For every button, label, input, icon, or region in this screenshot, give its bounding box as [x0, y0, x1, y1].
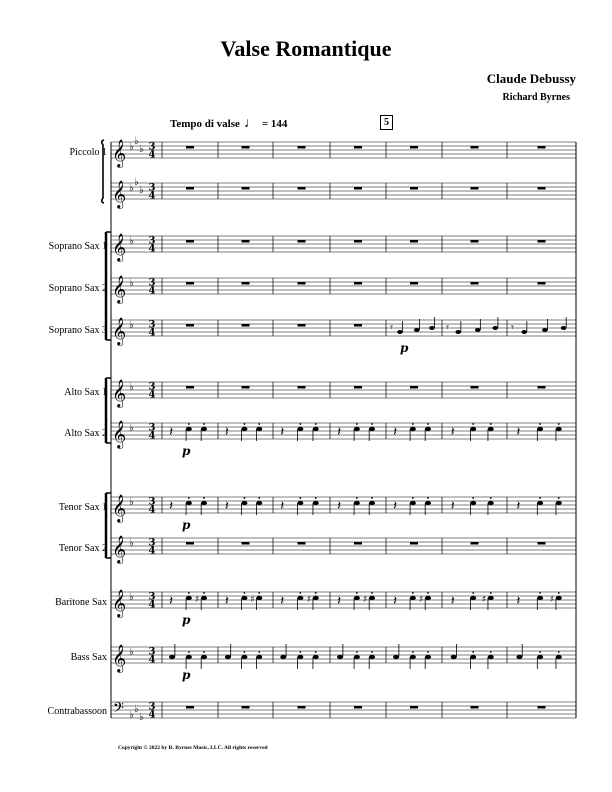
whole-rest — [298, 187, 306, 190]
staccato-dot — [244, 592, 246, 594]
whole-rest — [410, 240, 418, 243]
whole-rest — [298, 146, 306, 149]
note-head — [354, 655, 360, 659]
note-head — [369, 596, 375, 600]
note-head — [414, 328, 420, 332]
flat-icon: ♭ — [129, 183, 134, 194]
note-head — [280, 655, 286, 659]
time-signature-top: 3 — [148, 319, 156, 331]
staccato-dot — [356, 497, 358, 499]
whole-rest — [354, 240, 362, 243]
whole-rest — [298, 282, 306, 285]
staccato-dot — [299, 651, 301, 653]
instrument-label-piccolo-1: Piccolo 1 — [69, 147, 107, 158]
sharp-icon: ♯ — [481, 595, 487, 605]
sharp-icon: ♯ — [363, 595, 368, 605]
whole-rest — [410, 146, 418, 149]
staccato-dot — [558, 592, 560, 594]
note-head — [556, 655, 562, 659]
quarter-rest: 𝄽 — [393, 425, 398, 440]
note-head — [186, 596, 192, 600]
staccato-dot — [539, 423, 541, 425]
whole-rest — [186, 324, 194, 327]
composer-name: Claude Debussy — [486, 71, 576, 86]
treble-clef-icon: 𝄞 — [112, 644, 127, 672]
note-head — [241, 596, 247, 600]
note-head — [241, 655, 247, 659]
note-head — [241, 501, 247, 505]
time-signature-bottom: 4 — [148, 285, 156, 297]
note-head — [337, 655, 343, 659]
treble-clef-icon: 𝄞 — [112, 180, 127, 208]
score-title: Valse Romantique — [220, 36, 392, 61]
staccato-dot — [203, 592, 205, 594]
staccato-dot — [412, 497, 414, 499]
flat-icon: ♭ — [139, 185, 144, 196]
whole-rest — [186, 282, 194, 285]
note-head — [425, 596, 431, 600]
note-head — [488, 501, 494, 505]
treble-clef-icon: 𝄞 — [112, 139, 127, 167]
sharp-icon: ♯ — [195, 595, 200, 605]
time-signature-bottom: 4 — [148, 504, 156, 516]
flat-icon: ♭ — [129, 647, 134, 658]
whole-rest — [186, 386, 194, 389]
time-signature-top: 3 — [148, 141, 156, 153]
whole-rest — [471, 386, 479, 389]
whole-rest — [242, 324, 250, 327]
quarter-rest: 𝄽 — [450, 425, 455, 440]
staccato-dot — [558, 423, 560, 425]
quarter-note-icon: ♩ — [243, 116, 258, 131]
whole-rest — [354, 282, 362, 285]
quarter-rest: 𝄽 — [224, 594, 229, 609]
whole-rest — [298, 706, 306, 709]
note-head — [516, 655, 522, 659]
whole-rest — [354, 146, 362, 149]
flat-icon: ♭ — [139, 144, 144, 155]
note-head — [475, 328, 481, 332]
staccato-dot — [427, 497, 429, 499]
note-head — [354, 427, 360, 431]
note-head — [186, 655, 192, 659]
whole-rest — [354, 706, 362, 709]
flat-icon: ♭ — [129, 423, 134, 434]
quarter-rest: 𝄽 — [280, 499, 285, 514]
treble-clef-icon: 𝄞 — [112, 589, 127, 617]
staccato-dot — [315, 592, 317, 594]
quarter-rest: 𝄽 — [450, 499, 455, 514]
note-head — [470, 501, 476, 505]
quarter-rest: 𝄽 — [224, 425, 229, 440]
quarter-rest: 𝄽 — [169, 499, 174, 514]
whole-rest — [538, 706, 546, 709]
sharp-icon: ♯ — [419, 595, 424, 605]
staccato-dot — [412, 651, 414, 653]
whole-rest — [298, 324, 306, 327]
note-head — [241, 427, 247, 431]
whole-rest — [186, 706, 194, 709]
quarter-rest: 𝄽 — [450, 594, 455, 609]
note-head — [369, 655, 375, 659]
bass-clef-icon: 𝄢 — [113, 700, 124, 720]
note-head — [556, 427, 562, 431]
note-head — [369, 501, 375, 505]
quarter-rest: 𝄽 — [393, 594, 398, 609]
note-head — [201, 596, 207, 600]
staccato-dot — [315, 497, 317, 499]
staccato-dot — [299, 497, 301, 499]
time-signature-bottom: 4 — [148, 389, 156, 401]
whole-rest — [298, 240, 306, 243]
treble-clef-icon: 𝄞 — [112, 420, 127, 448]
flat-icon: ♭ — [134, 704, 139, 715]
note-head — [521, 330, 527, 334]
time-signature-top: 3 — [148, 646, 156, 658]
note-head — [256, 427, 262, 431]
time-signature-bottom: 4 — [148, 654, 156, 666]
arranger-name: Richard Byrnes — [502, 92, 570, 103]
whole-rest — [410, 282, 418, 285]
note-head — [297, 427, 303, 431]
staccato-dot — [371, 497, 373, 499]
whole-rest — [242, 240, 250, 243]
instrument-label-alto-sax-1: Alto Sax 1 — [64, 387, 107, 398]
quarter-rest: 𝄽 — [337, 425, 342, 440]
whole-rest — [538, 542, 546, 545]
time-signature-top: 3 — [148, 496, 156, 508]
note-head — [425, 655, 431, 659]
quarter-rest: 𝄽 — [337, 499, 342, 514]
whole-rest — [354, 542, 362, 545]
note-head — [256, 501, 262, 505]
staccato-dot — [315, 651, 317, 653]
staccato-dot — [299, 592, 301, 594]
flat-icon: ♭ — [129, 382, 134, 393]
staccato-dot — [558, 651, 560, 653]
time-signature-bottom: 4 — [148, 190, 156, 202]
whole-rest — [410, 542, 418, 545]
flat-icon: ♭ — [129, 538, 134, 549]
whole-rest — [298, 542, 306, 545]
sharp-icon: ♯ — [250, 595, 255, 605]
time-signature-bottom: 4 — [148, 149, 156, 161]
note-head — [169, 655, 175, 659]
note-head — [297, 655, 303, 659]
whole-rest — [410, 187, 418, 190]
note-head — [425, 427, 431, 431]
staccato-dot — [244, 651, 246, 653]
flat-icon: ♭ — [129, 236, 134, 247]
whole-rest — [471, 146, 479, 149]
dynamic-marking: p — [182, 518, 191, 532]
note-head — [201, 427, 207, 431]
staccato-dot — [203, 497, 205, 499]
note-head — [410, 427, 416, 431]
staccato-dot — [356, 592, 358, 594]
staccato-dot — [490, 497, 492, 499]
note-head — [537, 596, 543, 600]
dynamic-marking: p — [400, 341, 409, 355]
time-signature-top: 3 — [148, 537, 156, 549]
quarter-rest: 𝄽 — [337, 594, 342, 609]
whole-rest — [354, 386, 362, 389]
instrument-label-soprano-sax-1: Soprano Sax 1 — [48, 241, 107, 252]
staccato-dot — [315, 423, 317, 425]
time-signature-bottom: 4 — [148, 243, 156, 255]
time-signature-bottom: 4 — [148, 327, 156, 339]
staccato-dot — [371, 592, 373, 594]
note-head — [354, 596, 360, 600]
note-head — [488, 655, 494, 659]
note-head — [225, 655, 231, 659]
whole-rest — [354, 324, 362, 327]
flat-icon: ♭ — [139, 712, 144, 723]
note-head — [488, 427, 494, 431]
note-head — [201, 655, 207, 659]
dynamic-marking: p — [182, 613, 191, 627]
staccato-dot — [258, 592, 260, 594]
note-head — [410, 596, 416, 600]
staccato-dot — [188, 592, 190, 594]
note-head — [488, 596, 494, 600]
instrument-label-bass-sax: Bass Sax — [70, 652, 107, 663]
note-head — [470, 655, 476, 659]
treble-clef-icon: 𝄞 — [112, 494, 127, 522]
staccato-dot — [412, 423, 414, 425]
time-signature-bottom: 4 — [148, 599, 156, 611]
whole-rest — [186, 187, 194, 190]
whole-rest — [186, 146, 194, 149]
staccato-dot — [356, 651, 358, 653]
whole-rest — [298, 386, 306, 389]
note-head — [297, 501, 303, 505]
note-head — [470, 427, 476, 431]
note-head — [537, 501, 543, 505]
whole-rest — [410, 706, 418, 709]
whole-rest — [354, 187, 362, 190]
tempo-value: = 144 — [261, 118, 288, 130]
staccato-dot — [258, 423, 260, 425]
instrument-label-soprano-sax-3: Soprano Sax 3 — [48, 325, 107, 336]
note-head — [537, 655, 543, 659]
staccato-dot — [427, 423, 429, 425]
whole-rest — [242, 146, 250, 149]
whole-rest — [410, 386, 418, 389]
time-signature-top: 3 — [148, 381, 156, 393]
note-head — [556, 501, 562, 505]
note-head — [451, 655, 457, 659]
note-head — [186, 501, 192, 505]
time-signature-top: 3 — [148, 701, 156, 713]
staccato-dot — [490, 651, 492, 653]
note-head — [186, 427, 192, 431]
staccato-dot — [427, 592, 429, 594]
note-head — [425, 501, 431, 505]
flat-icon: ♭ — [129, 142, 134, 153]
note-head — [542, 328, 548, 332]
whole-rest — [242, 542, 250, 545]
time-signature-top: 3 — [148, 277, 156, 289]
staccato-dot — [472, 423, 474, 425]
flat-icon: ♭ — [129, 592, 134, 603]
sharp-icon: ♯ — [306, 595, 312, 605]
whole-rest — [242, 282, 250, 285]
whole-rest — [471, 542, 479, 545]
time-signature-bottom: 4 — [148, 545, 156, 557]
copyright-notice: Copyright © 2022 by R. Byrnes Music, LLC. All rights reserved — [118, 745, 268, 751]
time-signature-top: 3 — [148, 591, 156, 603]
whole-rest — [538, 146, 546, 149]
note-head — [256, 655, 262, 659]
staccato-dot — [188, 651, 190, 653]
whole-rest — [471, 187, 479, 190]
whole-rest — [471, 282, 479, 285]
note-head — [556, 596, 562, 600]
staccato-dot — [203, 423, 205, 425]
treble-clef-icon: 𝄞 — [112, 379, 127, 407]
flat-icon: ♭ — [134, 177, 139, 188]
flat-icon: ♭ — [129, 320, 134, 331]
staccato-dot — [427, 651, 429, 653]
note-head — [455, 330, 461, 334]
whole-rest — [242, 187, 250, 190]
dynamic-marking: p — [182, 668, 191, 682]
note-head — [369, 427, 375, 431]
eighth-rest: 𝄾 — [511, 321, 514, 334]
note-head — [410, 501, 416, 505]
time-signature-top: 3 — [148, 235, 156, 247]
whole-rest — [242, 386, 250, 389]
flat-icon: ♭ — [129, 278, 134, 289]
time-signature-top: 3 — [148, 422, 156, 434]
note-head — [470, 596, 476, 600]
treble-clef-icon: 𝄞 — [112, 317, 127, 345]
note-head — [393, 655, 399, 659]
instrument-label-tenor-sax-1: Tenor Sax 1 — [58, 502, 107, 513]
piccolo-brace — [102, 140, 104, 203]
staccato-dot — [472, 651, 474, 653]
instrument-label-soprano-sax-2: Soprano Sax 2 — [48, 283, 107, 294]
flat-icon: ♭ — [129, 497, 134, 508]
staccato-dot — [472, 497, 474, 499]
note-head — [313, 427, 319, 431]
whole-rest — [471, 706, 479, 709]
quarter-rest: 𝄽 — [169, 594, 174, 609]
staccato-dot — [472, 592, 474, 594]
staccato-dot — [258, 651, 260, 653]
note-head — [297, 596, 303, 600]
time-signature-top: 3 — [148, 182, 156, 194]
staccato-dot — [539, 497, 541, 499]
note-head — [537, 427, 543, 431]
quarter-rest: 𝄽 — [280, 425, 285, 440]
time-signature-bottom: 4 — [148, 709, 156, 721]
quarter-rest: 𝄽 — [516, 499, 521, 514]
instrument-label-alto-sax-2: Alto Sax 2 — [64, 428, 107, 439]
treble-clef-icon: 𝄞 — [112, 233, 127, 261]
quarter-rest: 𝄽 — [169, 425, 174, 440]
staccato-dot — [244, 423, 246, 425]
staccato-dot — [558, 497, 560, 499]
instrument-label-contrabassoon: Contrabassoon — [47, 706, 107, 717]
whole-rest — [538, 187, 546, 190]
instrument-label-tenor-sax-2: Tenor Sax 2 — [58, 543, 107, 554]
staccato-dot — [299, 423, 301, 425]
staccato-dot — [490, 423, 492, 425]
whole-rest — [538, 240, 546, 243]
flat-icon: ♭ — [134, 136, 139, 147]
note-head — [354, 501, 360, 505]
rehearsal-mark: 5 — [380, 115, 393, 130]
note-head — [313, 501, 319, 505]
note-head — [313, 655, 319, 659]
flat-icon: ♭ — [129, 710, 134, 721]
treble-clef-icon: 𝄞 — [112, 535, 127, 563]
dynamic-marking: p — [182, 444, 191, 458]
staccato-dot — [539, 592, 541, 594]
note-head — [256, 596, 262, 600]
note-head — [410, 655, 416, 659]
staccato-dot — [490, 592, 492, 594]
quarter-rest: 𝄽 — [280, 594, 285, 609]
eighth-rest: 𝄾 — [390, 321, 393, 334]
staccato-dot — [356, 423, 358, 425]
staccato-dot — [188, 497, 190, 499]
sharp-icon: ♯ — [549, 595, 555, 605]
staccato-dot — [203, 651, 205, 653]
eighth-rest: 𝄾 — [446, 321, 449, 334]
note-head — [561, 326, 567, 330]
quarter-rest: 𝄽 — [516, 425, 521, 440]
tempo-text: Tempo di valse — [170, 118, 240, 130]
whole-rest — [538, 386, 546, 389]
whole-rest — [538, 282, 546, 285]
note-head — [201, 501, 207, 505]
whole-rest — [242, 706, 250, 709]
note-head — [397, 330, 403, 334]
quarter-rest: 𝄽 — [224, 499, 229, 514]
staccato-dot — [539, 651, 541, 653]
staccato-dot — [412, 592, 414, 594]
note-head — [429, 326, 435, 330]
whole-rest — [186, 240, 194, 243]
whole-rest — [186, 542, 194, 545]
staccato-dot — [258, 497, 260, 499]
staccato-dot — [244, 497, 246, 499]
note-head — [493, 326, 499, 330]
time-signature-bottom: 4 — [148, 430, 156, 442]
staccato-dot — [371, 651, 373, 653]
quarter-rest: 𝄽 — [516, 594, 521, 609]
treble-clef-icon: 𝄞 — [112, 275, 127, 303]
note-head — [313, 596, 319, 600]
whole-rest — [471, 240, 479, 243]
quarter-rest: 𝄽 — [393, 499, 398, 514]
instrument-label-baritone-sax: Baritone Sax — [55, 597, 107, 608]
staccato-dot — [371, 423, 373, 425]
staccato-dot — [188, 423, 190, 425]
